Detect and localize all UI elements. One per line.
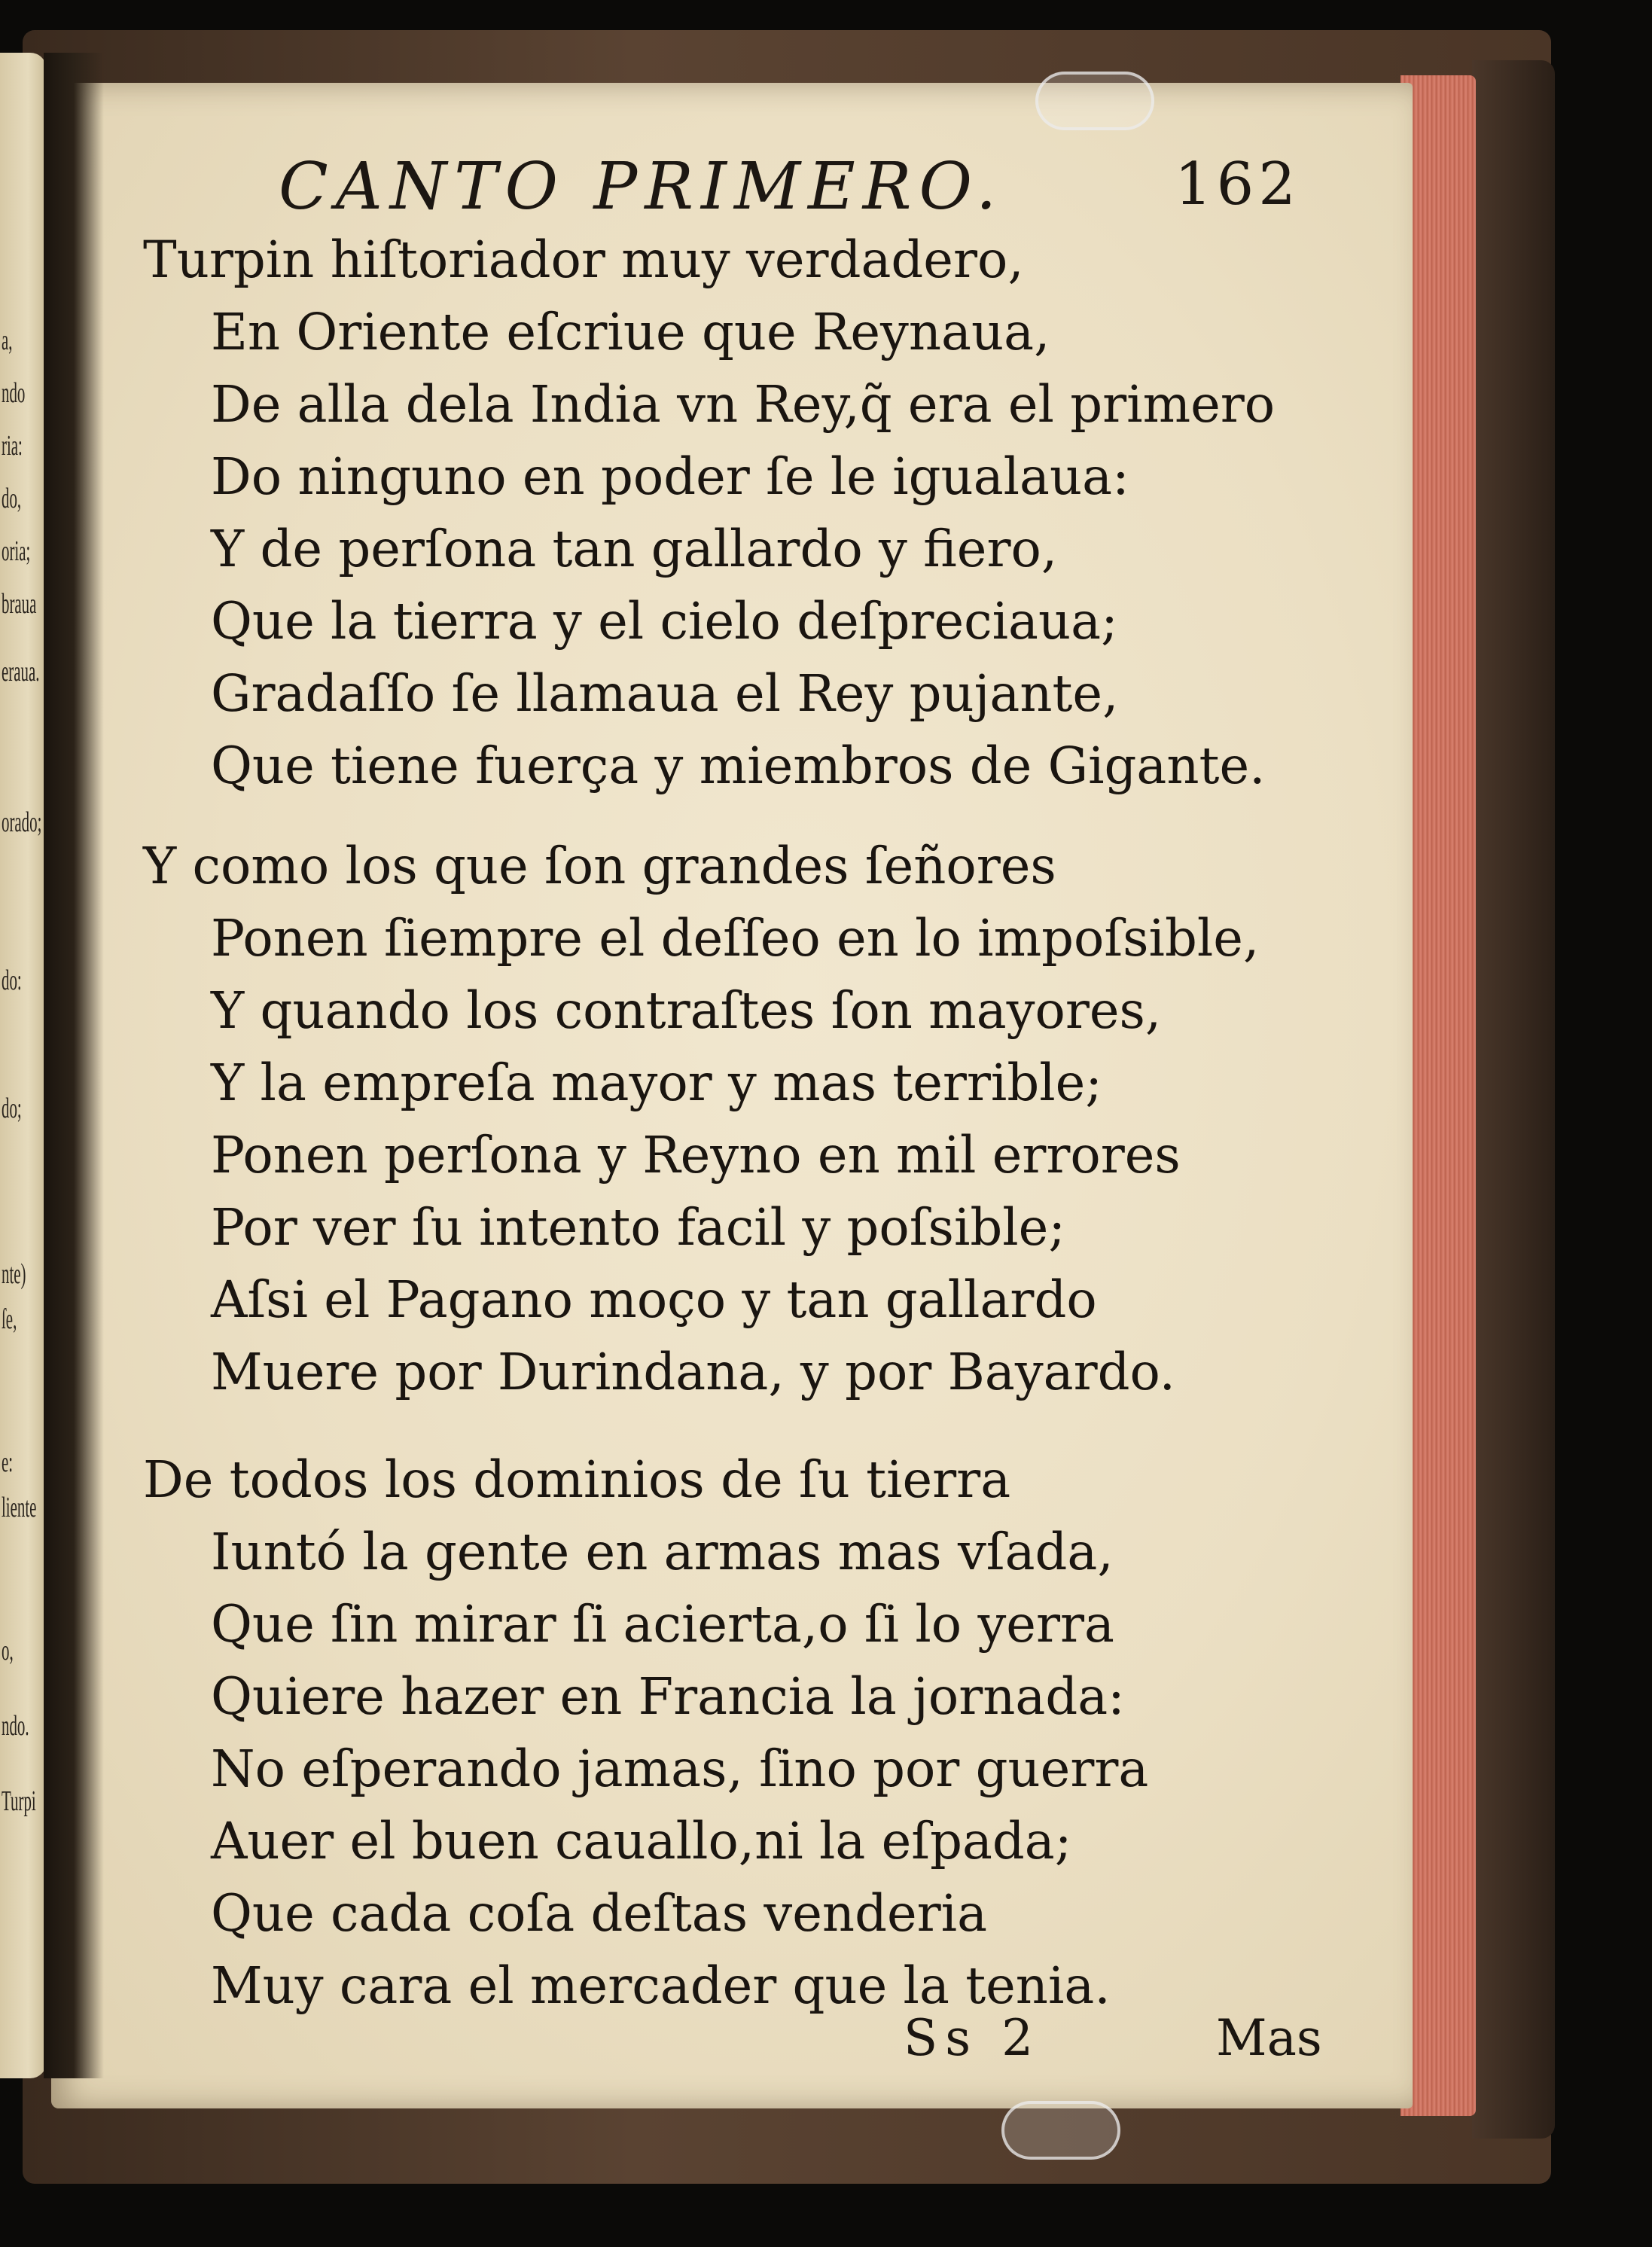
verse-line: Ponen perſona y Reyno en mil errores [211, 1126, 1181, 1184]
gutter-shadow [44, 53, 104, 2078]
verse-line: No eſperando jamas, ſino por guerra [211, 1739, 1149, 1798]
facing-page-fragment: ndo [2, 377, 26, 409]
facing-page-fragment: do: [2, 965, 22, 996]
verse-line: Que cada coſa deſtas venderia [211, 1884, 988, 1943]
facing-page-fragment: Turpi [2, 1785, 36, 1817]
facing-page-fragment: a, [2, 325, 13, 356]
verse-line: Gradaſſo ſe llamaua el Rey pujante, [211, 664, 1119, 723]
verse-line: De todos los dominios de ſu tierra [143, 1450, 1011, 1509]
verse-line: Iuntó la gente en armas mas vſada, [211, 1523, 1114, 1581]
facing-page-fragment: nte) [2, 1258, 26, 1290]
facing-page-fragment: do, [2, 483, 22, 514]
catchword: Mas [1216, 2009, 1322, 2067]
verse-line: Y de perſona tan gallardo y fiero, [211, 520, 1058, 578]
cover-edge [1472, 60, 1555, 2139]
facing-page-fragment: e: [2, 1447, 14, 1478]
bottom-page-clip [1001, 2101, 1120, 2160]
facing-page-fragment: braua [2, 588, 37, 620]
verse-line: Y la empreſa mayor y mas terrible; [211, 1053, 1102, 1112]
verse-line: Auer el buen cauallo,ni la eſpada; [211, 1812, 1072, 1870]
facing-page-fragment: liente [2, 1492, 37, 1523]
folio-number: 162 [1175, 151, 1300, 218]
verse-line: Turpin hiſtoriador muy verdadero, [143, 230, 1024, 289]
verse-line: Do ninguno en poder ſe le igualaua: [211, 447, 1129, 506]
running-title: CANTO PRIMERO. [279, 149, 1004, 224]
signature-mark: Ss 2 [904, 2009, 1041, 2067]
facing-page-fragment: ria: [2, 430, 23, 462]
facing-page-fragment: do; [2, 1093, 22, 1124]
verse-line: Y quando los contraſtes ſon mayores, [211, 981, 1162, 1040]
verse-line: Aſsi el Pagano moço y tan gallardo [211, 1270, 1097, 1329]
verse-line: Que la tierra y el cielo deſpreciaua; [211, 592, 1118, 651]
verse-line: Muy cara el mercader que la tenia. [211, 1956, 1111, 2015]
facing-page [0, 53, 47, 2078]
verse-line: Quiere hazer en Francia la jornada: [211, 1667, 1125, 1726]
facing-page-fragment: oria; [2, 535, 31, 567]
verse-line: Que ſin mirar ſi acierta,o ſi lo yerra [211, 1595, 1114, 1654]
verse-line: Muere por Durindana, y por Bayardo. [211, 1343, 1175, 1401]
verse-line: Ponen ſiempre el deſſeo en lo impoſsible, [211, 909, 1260, 968]
facing-page-fragment: ſe, [2, 1303, 17, 1335]
facing-page-fragment: eraua. [2, 656, 40, 688]
verse-line: En Oriente eſcriue que Reynaua, [211, 303, 1050, 361]
facing-page-fragment: ndo. [2, 1710, 29, 1742]
verse-line: Por ver ſu intento facil y poſsible; [211, 1198, 1065, 1257]
top-page-clip [1035, 72, 1154, 130]
verse-line: Y como los que ſon grandes ſeñores [143, 837, 1056, 895]
verse-line: Que tiene fuerça y miembros de Gigante. [211, 736, 1266, 795]
facing-page-fragment: orado; [2, 806, 42, 838]
verse-line: De alla dela India vn Rey,q̃ era el primero [211, 375, 1276, 434]
facing-page-fragment: o, [2, 1635, 14, 1666]
